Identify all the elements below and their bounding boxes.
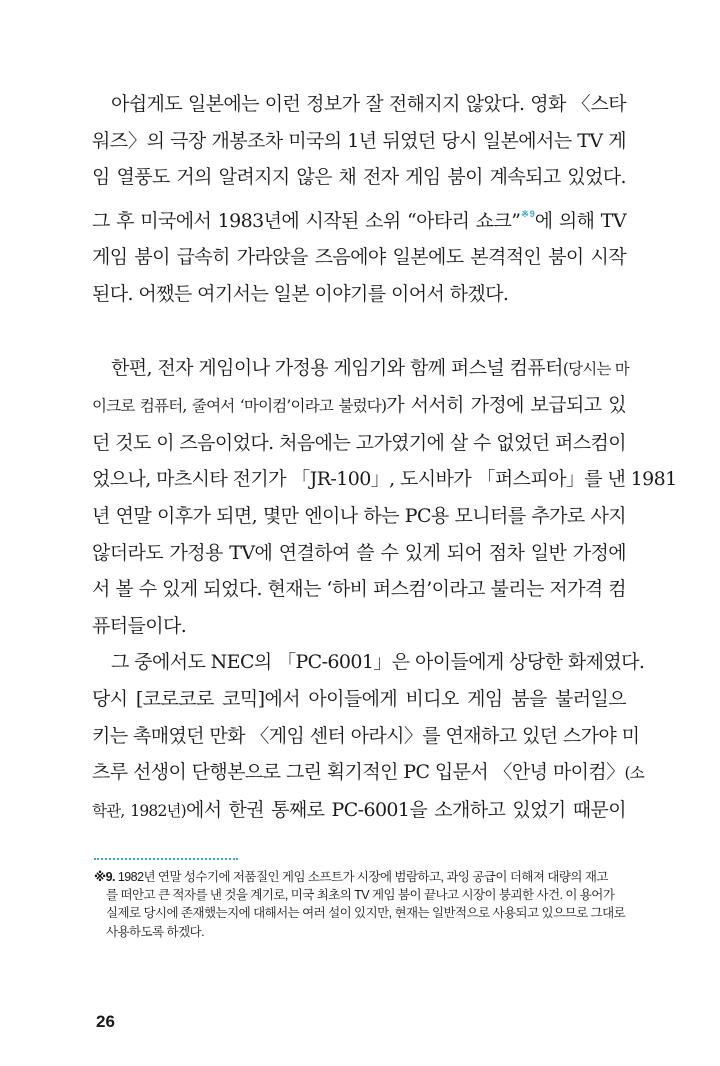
footnote-divider [94, 858, 238, 860]
paragraph-3 [92, 644, 645, 829]
text-line: 퓨터들이다. [92, 614, 187, 637]
page-body [92, 86, 677, 829]
text-line: 이크로 컴퓨터, 줄여서 ‘마이컴’이라고 불렀다)가 서서히 가정에 보급되고 있 [92, 394, 626, 417]
text-line: 던 것도 이 즈음이었다. 처음에는 고가였기에 살 수 없었던 퍼스컴이 [92, 431, 626, 454]
page-number: 26 [96, 1012, 115, 1031]
text-line: 워즈〉의 극장 개봉조차 미국의 1년 뒤였던 당시 일본에서는 TV 게 [92, 129, 626, 152]
footnote-line: ※9. 1982년 연말 성수기에 저품질인 게임 소프트가 시장에 범람하고, 과잉 공급이 더해져 대량의 재고 [94, 870, 608, 884]
text-line: 키는 촉매였던 만화 〈게임 센터 아라시〉를 연재하고 있던 스가야 미 [92, 724, 640, 747]
text-line: 아쉽게도 일본에는 이런 정보가 잘 전해지지 않았다. 영화 〈스타 [111, 93, 626, 115]
text-line: 한편, 전자 게임이나 가정용 게임기와 함께 퍼스널 컴퓨터(당시는 마 [111, 356, 629, 379]
footnote-line: 실제로 당시에 존재했는지에 대해서는 여러 설이 있지만, 현재는 일반적으로 사용되고 있으므로 그대로 [106, 906, 626, 921]
paragraph-2 [92, 350, 677, 645]
text-line: 임 열풍도 거의 알려지지 않은 채 전자 게임 붐이 계속되고 있었다. [92, 166, 626, 189]
text-line: 그 후 미국에서 1983년에 시작된 소위 “아타리 쇼크”$^{※9}$에 의해 TV [92, 208, 626, 232]
text-line: 게임 붐이 급속히 가라앉을 즈음에야 일본에도 본격적인 붐이 시작 [92, 246, 626, 269]
footnote [94, 868, 630, 941]
footnote-reference[interactable]: ※9 [520, 208, 535, 219]
text-line: 었으나, 마츠시타 전기가 「JR-100」, 도시바가 「퍼스피아」를 낸 1981 [92, 468, 677, 491]
text-line: 그 중에서도 NEC의 「PC-6001」은 아이들에게 상당한 화제였다. [111, 651, 645, 674]
text-line: 않더라도 가정용 TV에 연결하여 쓸 수 있게 되어 점차 일반 가정에 [92, 541, 626, 564]
footnote-line: 사용하도록 하겠다. [106, 924, 205, 939]
footnote-line: 를 떠안고 큰 적자를 낸 것을 계기로, 미국 최초의 TV 게임 붐이 끝나고 시장이 붕괴한 사건. 이 용어가 [106, 888, 615, 903]
text-line: 츠루 선생이 단행본으로 그린 획기적인 PC 입문서 〈안녕 마이컴〉(소 [92, 761, 644, 784]
footnote-mark: ※9. [94, 870, 115, 884]
text-line: 학관, 1982년)에서 한권 통째로 PC-6001을 소개하고 있었기 때문이 [92, 798, 626, 821]
text-line: 당시 [코로코로 코믹]에서 아이들에게 비디오 게임 붐을 불러일으 [92, 687, 626, 710]
text-line: 년 연말 이후가 되면, 몇만 엔이나 하는 PC용 모니터를 추가로 사지 [92, 504, 626, 527]
paragraph-1 [92, 86, 626, 313]
text-line: 된다. 어쨌든 여기서는 일본 이야기를 이어서 하겠다. [92, 282, 509, 305]
text-line: 서 볼 수 있게 되었다. 현재는 ‘하비 퍼스컴’이라고 불리는 저가격 컴 [92, 578, 626, 601]
